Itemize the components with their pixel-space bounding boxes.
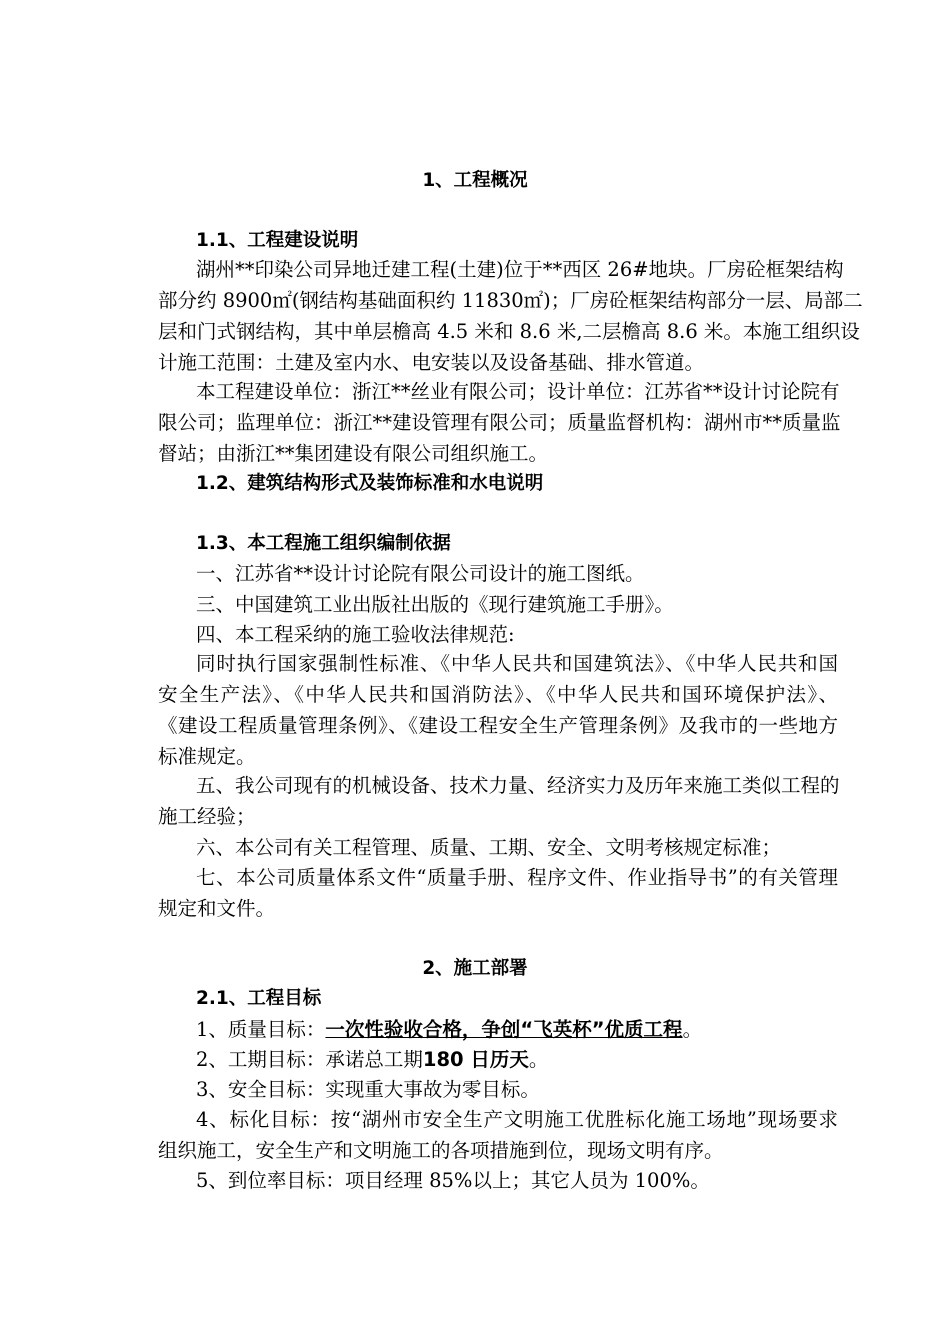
basis-item-7: 七、本公司质量体系文件“质量手册、程序文件、作业指导书”的有关管理	[196, 866, 838, 889]
basis-item-4-body: 标准规定。	[158, 745, 256, 768]
goal-quality-end: 。	[682, 1018, 703, 1041]
goal-standard: 4、标化目标：按“湖州市安全生产文明施工优胜标化施工场地”现场要求	[196, 1108, 838, 1131]
goal-schedule-end: 。	[528, 1048, 549, 1071]
goal-quality	[196, 1016, 838, 1044]
basis-item-5: 五、我公司现有的机械设备、技术力量、经济实力及历年来施工类似工程的	[196, 774, 840, 797]
goal-quality-value: 一次性验收合格，争创“飞英杯”优质工程	[325, 1018, 683, 1041]
paragraph-1-1b-line: 本工程建设单位：浙江**丝业有限公司；设计单位：江苏省**设计讨论院有	[196, 380, 840, 403]
basis-item-7: 规定和文件。	[158, 897, 276, 920]
basis-item-4-body: 安全生产法》、《中华人民共和国消防法》、《中华人民共和国环境保护法》、	[158, 683, 838, 706]
basis-item-1: 一、江苏省**设计讨论院有限公司设计的施工图纸。	[196, 562, 645, 585]
goal-standard: 组织施工，安全生产和文明施工的各项措施到位，现场文明有序。	[158, 1139, 724, 1162]
heading-1-3: 1.3、本工程施工组织编制依据	[196, 533, 451, 554]
paragraph-1-1-line: 计施工范围：土建及室内水、电安装以及设备基础、排水管道。	[158, 351, 705, 374]
basis-item-6: 六、本公司有关工程管理、质量、工期、安全、文明考核规定标准；	[196, 836, 782, 859]
section-2-title: 2、施工部署	[422, 958, 528, 979]
paragraph-1-1b-line: 限公司；监理单位：浙江**建设管理有限公司；质量监督机构：湖州市**质量监	[158, 411, 841, 434]
goal-attendance: 5、到位率目标：项目经理 85%以上；其它人员为 100%。	[196, 1169, 710, 1192]
goal-schedule-label: 2、工期目标：承诺总工期	[196, 1048, 423, 1071]
goal-quality-label: 1、质量目标：	[196, 1018, 326, 1041]
goal-safety: 3、安全目标：实现重大事故为零目标。	[196, 1078, 540, 1101]
basis-item-5: 施工经验；	[158, 805, 256, 828]
paragraph-1-1-line: 湖州**印染公司异地迁建工程(土建)位于**西区 26#地块。厂房砼框架结构	[196, 258, 844, 281]
paragraph-1-1b-line: 督站；由浙江**集团建设有限公司组织施工。	[158, 442, 549, 465]
basis-item-4: 四、本工程采纳的施工验收法律规范:	[196, 623, 515, 646]
basis-item-4-body: 《建设工程质量管理条例》、《建设工程安全生产管理条例》及我市的一些地方	[158, 714, 838, 737]
heading-1-2: 1.2、建筑结构形式及装饰标准和水电说明	[196, 473, 544, 494]
goal-schedule-value: 180 日历天	[422, 1048, 529, 1071]
heading-2-1: 2.1、工程目标	[196, 988, 322, 1009]
section-1-title: 1、工程概况	[422, 170, 528, 191]
basis-item-3: 三、中国建筑工业出版社出版的《现行建筑施工手册》。	[196, 593, 674, 616]
basis-item-4-body: 同时执行国家强制性标准、《中华人民共和国建筑法》、《中华人民共和国	[196, 652, 838, 675]
heading-1-1: 1.1、工程建设说明	[196, 230, 359, 251]
paragraph-1-1-line: 层和门式钢结构，其中单层檐高 4.5 米和 8.6 米,二层檐高 8.6 米。本施工组织设	[158, 320, 860, 343]
goal-schedule	[196, 1046, 838, 1074]
paragraph-1-1-line: 部分约 8900㎡(钢结构基础面积约 11830㎡)；厂房砼框架结构部分一层、局部二	[158, 289, 863, 312]
